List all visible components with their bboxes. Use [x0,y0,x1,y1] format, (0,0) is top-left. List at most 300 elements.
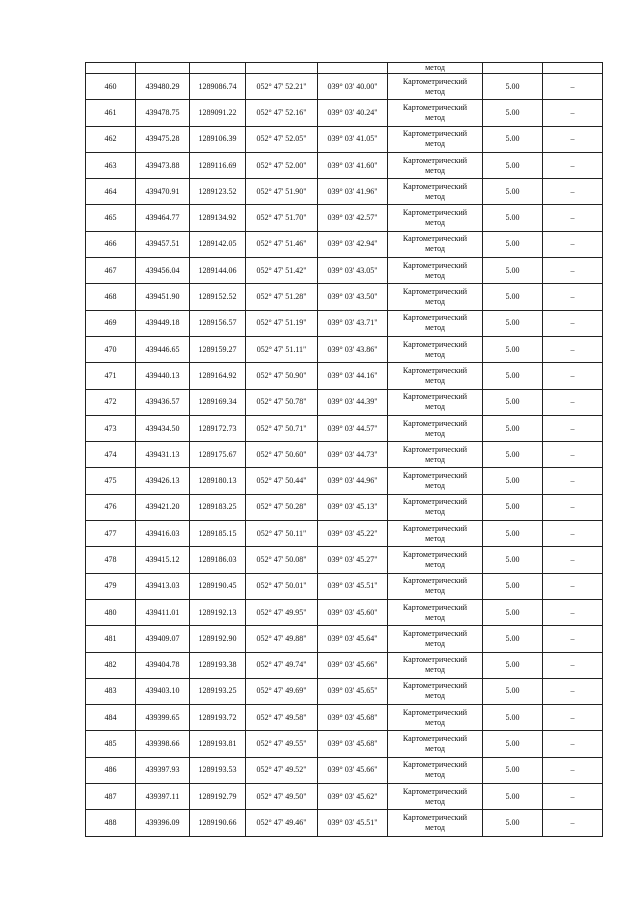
method-line-2: метод [425,218,445,228]
cell-latitude: 052° 47' 51.11" [246,336,318,362]
cell-point-number: 463 [86,152,136,178]
cell-method [388,573,483,599]
cell-accuracy: 5.00 [483,784,543,810]
cell-point-number: 486 [86,757,136,783]
cell-accuracy: 5.00 [483,599,543,625]
cell-point-number: 467 [86,258,136,284]
method-line-1: Картометрический [402,260,468,270]
method-line-1: Картометрический [402,786,468,796]
cell-point-number: 464 [86,179,136,205]
table-row [86,521,603,547]
table-row [86,678,603,704]
method-line-2: метод [425,796,445,806]
method-line-2: метод [425,586,445,596]
cell-latitude: 052° 47' 50.11" [246,521,318,547]
method-line-1: Картометрический [402,471,468,481]
cell-point-number: 472 [86,389,136,415]
method-line-1: Картометрический [402,549,468,559]
cell-longitude: 039° 03' 41.05" [318,126,388,152]
cell-y: 1289116.69 [190,152,246,178]
cell-note: – [543,74,603,100]
cell-accuracy: 5.00 [483,336,543,362]
cell-y: 1289193.72 [190,705,246,731]
cell-accuracy: 5.00 [483,205,543,231]
cell-x: 439426.13 [136,468,190,494]
method-line-1: Картометрический [402,418,468,428]
cell-x: 439473.88 [136,152,190,178]
table-row [86,205,603,231]
method-line-1: Картометрический [402,707,468,717]
cell-x: 439457.51 [136,231,190,257]
table-row [86,494,603,520]
cell-longitude: 039° 03' 45.66" [318,757,388,783]
cell-accuracy: 5.00 [483,547,543,573]
cell-latitude: 052° 47' 50.08" [246,547,318,573]
cell-x: 439399.65 [136,705,190,731]
cell-method [388,521,483,547]
cell-note: – [543,231,603,257]
cell-note: – [543,810,603,836]
cell-latitude: 052° 47' 49.95" [246,599,318,625]
cell-method [388,179,483,205]
method-line-1: Картометрический [402,734,468,744]
cell-latitude: 052° 47' 51.28" [246,284,318,310]
cell-note: – [543,705,603,731]
method-line-1: Картометрический [402,287,468,297]
cell-latitude: 052° 47' 49.50" [246,784,318,810]
cell-latitude: 052° 47' 52.05" [246,126,318,152]
method-line-2: метод [425,86,445,96]
cell-note: – [543,284,603,310]
table-row [86,284,603,310]
cell-empty [86,63,136,74]
cell-point-number: 469 [86,310,136,336]
cell-x: 439446.65 [136,336,190,362]
cell-x: 439421.20 [136,494,190,520]
method-line-2: метод [425,323,445,333]
method-line-2: метод [425,297,445,307]
cell-note: – [543,152,603,178]
method-line-2: метод [425,717,445,727]
cell-method [388,310,483,336]
cell-point-number: 461 [86,100,136,126]
cell-y: 1289193.53 [190,757,246,783]
cell-longitude: 039° 03' 41.60" [318,152,388,178]
cell-latitude: 052° 47' 49.69" [246,678,318,704]
method-line-2: метод [425,665,445,675]
cell-note: – [543,363,603,389]
cell-point-number: 468 [86,284,136,310]
table-row [86,468,603,494]
cell-accuracy: 5.00 [483,626,543,652]
cell-longitude: 039° 03' 41.96" [318,179,388,205]
cell-method [388,258,483,284]
cell-point-number: 477 [86,521,136,547]
table-row [86,363,603,389]
cell-point-number: 487 [86,784,136,810]
table-row [86,573,603,599]
cell-x: 439470.91 [136,179,190,205]
cell-x: 439449.18 [136,310,190,336]
table-row [86,231,603,257]
cell-y: 1289192.13 [190,599,246,625]
cell-y: 1289193.25 [190,678,246,704]
table-row-continuation [86,63,603,74]
cell-y: 1289185.15 [190,521,246,547]
cell-method [388,731,483,757]
cell-latitude: 052° 47' 50.28" [246,494,318,520]
cell-note: – [543,468,603,494]
cell-method [388,705,483,731]
cell-x: 439456.04 [136,258,190,284]
cell-y: 1289180.13 [190,468,246,494]
cell-accuracy: 5.00 [483,442,543,468]
cell-method [388,284,483,310]
cell-method [388,652,483,678]
table-row [86,258,603,284]
cell-latitude: 052° 47' 49.88" [246,626,318,652]
method-line-1: Картометрический [402,812,468,822]
cell-note: – [543,100,603,126]
method-line-2: метод [425,612,445,622]
method-line-2: метод [425,428,445,438]
cell-latitude: 052° 47' 49.58" [246,705,318,731]
cell-accuracy: 5.00 [483,705,543,731]
cell-note: – [543,494,603,520]
cell-y: 1289159.27 [190,336,246,362]
cell-method [388,678,483,704]
cell-method [388,231,483,257]
cell-latitude: 052° 47' 52.16" [246,100,318,126]
method-line-2: метод [425,454,445,464]
coordinates-table [85,62,603,837]
method-line-2: метод [425,638,445,648]
cell-accuracy: 5.00 [483,179,543,205]
cell-point-number: 485 [86,731,136,757]
cell-latitude: 052° 47' 50.60" [246,442,318,468]
cell-longitude: 039° 03' 45.13" [318,494,388,520]
cell-point-number: 481 [86,626,136,652]
table-row [86,389,603,415]
cell-y: 1289169.34 [190,389,246,415]
table-row [86,74,603,100]
cell-x: 439397.11 [136,784,190,810]
method-line-2: метод [425,270,445,280]
cell-note: – [543,521,603,547]
cell-accuracy: 5.00 [483,468,543,494]
cell-x: 439416.03 [136,521,190,547]
cell-point-number: 465 [86,205,136,231]
cell-y: 1289193.81 [190,731,246,757]
cell-longitude: 039° 03' 45.51" [318,573,388,599]
cell-accuracy: 5.00 [483,810,543,836]
cell-latitude: 052° 47' 49.74" [246,652,318,678]
method-line-1: Картометрический [402,313,468,323]
cell-point-number: 475 [86,468,136,494]
cell-accuracy: 5.00 [483,731,543,757]
cell-latitude: 052° 47' 51.46" [246,231,318,257]
cell-x: 439413.03 [136,573,190,599]
cell-point-number: 479 [86,573,136,599]
cell-longitude: 039° 03' 44.96" [318,468,388,494]
cell-note: – [543,547,603,573]
cell-note: – [543,336,603,362]
cell-y: 1289192.79 [190,784,246,810]
cell-point-number: 466 [86,231,136,257]
table-row [86,310,603,336]
method-line-2: метод [425,744,445,754]
cell-accuracy: 5.00 [483,310,543,336]
cell-latitude: 052° 47' 51.70" [246,205,318,231]
table-row [86,810,603,836]
cell-latitude: 052° 47' 50.90" [246,363,318,389]
method-line-1: Картометрический [402,497,468,507]
method-line-1: Картометрический [402,365,468,375]
cell-y: 1289152.52 [190,284,246,310]
method-line-2: метод [425,139,445,149]
cell-y: 1289106.39 [190,126,246,152]
cell-latitude: 052° 47' 52.00" [246,152,318,178]
cell-accuracy: 5.00 [483,231,543,257]
cell-accuracy: 5.00 [483,652,543,678]
method-line-1: Картометрический [402,628,468,638]
cell-x: 439403.10 [136,678,190,704]
cell-method [388,547,483,573]
cell-latitude: 052° 47' 52.21" [246,74,318,100]
cell-method [388,810,483,836]
cell-accuracy: 5.00 [483,494,543,520]
cell-point-number: 488 [86,810,136,836]
cell-accuracy: 5.00 [483,678,543,704]
cell-method [388,494,483,520]
table-row [86,784,603,810]
cell-point-number: 480 [86,599,136,625]
cell-method [388,389,483,415]
cell-method [388,468,483,494]
method-line-1: Картометрический [402,681,468,691]
cell-note: – [543,652,603,678]
cell-longitude: 039° 03' 45.27" [318,547,388,573]
method-line-1: Картометрический [402,339,468,349]
cell-latitude: 052° 47' 50.44" [246,468,318,494]
cell-y: 1289142.05 [190,231,246,257]
cell-x: 439396.09 [136,810,190,836]
cell-x: 439431.13 [136,442,190,468]
cell-method [388,415,483,441]
cell-y: 1289134.92 [190,205,246,231]
cell-note: – [543,179,603,205]
cell-method [388,442,483,468]
method-line-2: метод [425,691,445,701]
cell-empty [246,63,318,74]
method-line-1: Картометрический [402,444,468,454]
cell-empty [543,63,603,74]
cell-note: – [543,442,603,468]
cell-longitude: 039° 03' 45.68" [318,731,388,757]
cell-accuracy: 5.00 [483,100,543,126]
method-line-2: метод [425,559,445,569]
cell-note: – [543,310,603,336]
cell-x: 439434.50 [136,415,190,441]
table-body [86,63,603,837]
cell-latitude: 052° 47' 50.01" [246,573,318,599]
table-row [86,731,603,757]
cell-method [388,626,483,652]
cell-y: 1289193.38 [190,652,246,678]
cell-x: 439397.93 [136,757,190,783]
cell-x: 439411.01 [136,599,190,625]
cell-accuracy: 5.00 [483,284,543,310]
cell-y: 1289172.73 [190,415,246,441]
cell-method [388,336,483,362]
cell-point-number: 474 [86,442,136,468]
cell-empty [318,63,388,74]
method-line-1: Картометрический [402,129,468,139]
table-row [86,336,603,362]
cell-note: – [543,573,603,599]
method-line-2: метод [425,244,445,254]
cell-accuracy: 5.00 [483,126,543,152]
table-row [86,415,603,441]
table-row [86,179,603,205]
cell-accuracy: 5.00 [483,415,543,441]
cell-x: 439436.57 [136,389,190,415]
cell-accuracy: 5.00 [483,389,543,415]
cell-empty [190,63,246,74]
cell-accuracy: 5.00 [483,573,543,599]
cell-y: 1289175.67 [190,442,246,468]
cell-note: – [543,626,603,652]
cell-latitude: 052° 47' 51.90" [246,179,318,205]
cell-method [388,205,483,231]
cell-longitude: 039° 03' 42.94" [318,231,388,257]
method-line-2: метод [425,533,445,543]
cell-y: 1289086.74 [190,74,246,100]
method-line-2: метод [425,402,445,412]
cell-y: 1289091.22 [190,100,246,126]
cell-point-number: 476 [86,494,136,520]
cell-longitude: 039° 03' 45.64" [318,626,388,652]
cell-y: 1289190.66 [190,810,246,836]
cell-note: – [543,678,603,704]
cell-note: – [543,731,603,757]
cell-note: – [543,599,603,625]
cell-longitude: 039° 03' 42.57" [318,205,388,231]
cell-latitude: 052° 47' 49.52" [246,757,318,783]
table-row [86,100,603,126]
table-row [86,442,603,468]
cell-latitude: 052° 47' 49.46" [246,810,318,836]
method-line-1: Картометрический [402,76,468,86]
cell-longitude: 039° 03' 45.51" [318,810,388,836]
cell-x: 439451.90 [136,284,190,310]
cell-point-number: 482 [86,652,136,678]
cell-point-number: 483 [86,678,136,704]
cell-note: – [543,126,603,152]
cell-method [388,100,483,126]
cell-accuracy: 5.00 [483,258,543,284]
cell-x: 439464.77 [136,205,190,231]
cell-longitude: 039° 03' 40.24" [318,100,388,126]
cell-point-number: 462 [86,126,136,152]
method-line-2: метод [425,349,445,359]
cell-latitude: 052° 47' 51.19" [246,310,318,336]
cell-empty [483,63,543,74]
cell-longitude: 039° 03' 45.68" [318,705,388,731]
table-row [86,626,603,652]
cell-x: 439480.29 [136,74,190,100]
cell-x: 439415.12 [136,547,190,573]
cell-method-tail: метод [388,63,483,74]
cell-longitude: 039° 03' 45.60" [318,599,388,625]
cell-method [388,599,483,625]
cell-note: – [543,784,603,810]
table-row [86,599,603,625]
method-line-1: Картометрический [402,234,468,244]
method-line-2: метод [425,507,445,517]
method-line-2: метод [425,165,445,175]
method-line-2: метод [425,481,445,491]
cell-accuracy: 5.00 [483,152,543,178]
cell-y: 1289123.52 [190,179,246,205]
cell-point-number: 471 [86,363,136,389]
cell-latitude: 052° 47' 50.78" [246,389,318,415]
table-row [86,652,603,678]
cell-method [388,757,483,783]
method-line-1: Картометрический [402,392,468,402]
cell-longitude: 039° 03' 43.50" [318,284,388,310]
cell-accuracy: 5.00 [483,757,543,783]
cell-point-number: 478 [86,547,136,573]
cell-y: 1289186.03 [190,547,246,573]
cell-method [388,152,483,178]
cell-note: – [543,258,603,284]
cell-longitude: 039° 03' 40.00" [318,74,388,100]
table-row [86,757,603,783]
method-line-1: Картометрический [402,576,468,586]
method-line-2: метод [425,822,445,832]
cell-latitude: 052° 47' 51.42" [246,258,318,284]
method-line-1: Картометрический [402,155,468,165]
method-line-1: Картометрический [402,760,468,770]
cell-accuracy: 5.00 [483,74,543,100]
cell-x: 439475.28 [136,126,190,152]
cell-longitude: 039° 03' 43.71" [318,310,388,336]
method-line-2: метод [425,375,445,385]
cell-longitude: 039° 03' 44.57" [318,415,388,441]
cell-latitude: 052° 47' 50.71" [246,415,318,441]
cell-y: 1289164.92 [190,363,246,389]
cell-longitude: 039° 03' 44.39" [318,389,388,415]
cell-y: 1289144.06 [190,258,246,284]
cell-note: – [543,205,603,231]
method-line-1: Картометрический [402,523,468,533]
cell-longitude: 039° 03' 43.05" [318,258,388,284]
cell-method [388,126,483,152]
cell-y: 1289156.57 [190,310,246,336]
table-row [86,705,603,731]
cell-accuracy: 5.00 [483,521,543,547]
cell-longitude: 039° 03' 44.73" [318,442,388,468]
cell-note: – [543,757,603,783]
table-row [86,547,603,573]
cell-longitude: 039° 03' 45.62" [318,784,388,810]
cell-longitude: 039° 03' 44.16" [318,363,388,389]
method-line-1: Картометрический [402,655,468,665]
method-line-2: метод [425,112,445,122]
cell-note: – [543,415,603,441]
cell-x: 439398.66 [136,731,190,757]
